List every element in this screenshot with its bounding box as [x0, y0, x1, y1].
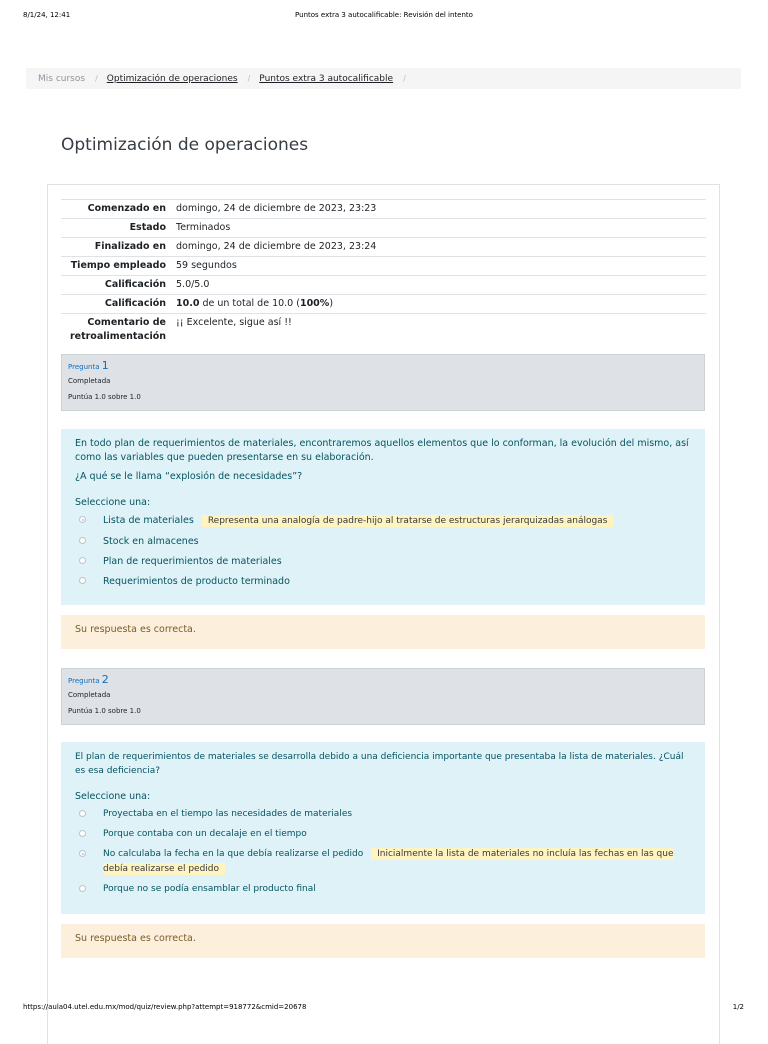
- question-2-result: Su respuesta es correcta.: [61, 924, 705, 958]
- answer-option[interactable]: [75, 807, 693, 822]
- question-grade: Puntúa 1.0 sobre 1.0: [68, 393, 141, 401]
- question-text: El plan de requerimientos de materiales se desarrolla debido a una deficiencia importante que presentaba la lista de materiales. ¿Cuál es esa deficiencia?: [75, 752, 684, 776]
- summary-label: Estado: [61, 219, 171, 238]
- print-header: [0, 11, 768, 23]
- breadcrumb-quiz[interactable]: Puntos extra 3 autocalificable: [259, 73, 394, 84]
- summary-label: Calificación: [61, 276, 171, 295]
- grade-value: 10.0: [176, 298, 200, 309]
- summary-row-time-taken: [61, 257, 706, 276]
- answer-options: [75, 513, 691, 589]
- summary-row-started: [61, 200, 706, 219]
- summary-value: 10.0 de un total de 10.0 (100%): [171, 295, 706, 314]
- question-2-formulation: [61, 742, 705, 914]
- print-page-number: 1/2: [732, 1003, 744, 1011]
- answer-option[interactable]: [75, 827, 693, 842]
- question-number: Pregunta 1: [68, 359, 109, 372]
- radio-button[interactable]: [79, 885, 86, 892]
- summary-value: domingo, 24 de diciembre de 2023, 23:23: [171, 200, 706, 219]
- question-2-info: [61, 668, 705, 725]
- breadcrumb-course[interactable]: Optimización de operaciones: [106, 73, 238, 84]
- question-1-formulation: [61, 429, 705, 605]
- summary-value: ¡¡ Excelente, sigue así !!: [171, 314, 706, 347]
- option-feedback: Representa una analogía de padre-hijo al tratarse de estructuras jerarquizadas análogas: [202, 515, 614, 527]
- summary-label: Comentario de retroalimentación: [61, 314, 171, 347]
- attempt-summary-table: [61, 199, 706, 346]
- option-label: Requerimientos de producto terminado: [103, 576, 290, 587]
- summary-value: 59 segundos: [171, 257, 706, 276]
- option-label: Porque contaba con un decalaje en el tiempo: [103, 829, 307, 839]
- option-label: Lista de materiales: [103, 515, 194, 526]
- select-one-prompt: Seleccione una:: [75, 791, 151, 802]
- summary-row-finished: [61, 238, 706, 257]
- grade-percent: 100%: [299, 298, 330, 309]
- question-1-result: Su respuesta es correcta.: [61, 615, 705, 649]
- answer-option[interactable]: [75, 847, 693, 877]
- print-document-title: Puntos extra 3 autocalificable: Revisión del intento: [295, 11, 473, 19]
- radio-button-checked[interactable]: [79, 850, 86, 857]
- answer-options: [75, 807, 693, 897]
- option-label: No calculaba la fecha en la que debía realizarse el pedido: [103, 849, 364, 859]
- summary-row-feedback: [61, 314, 706, 347]
- summary-label: Comenzado en: [61, 200, 171, 219]
- breadcrumb: [26, 68, 741, 89]
- breadcrumb-separator: /: [403, 74, 406, 83]
- summary-row-marks: [61, 276, 706, 295]
- breadcrumb-separator: /: [247, 74, 251, 83]
- radio-button[interactable]: [79, 577, 86, 584]
- print-date: 8/1/24, 12:41: [23, 11, 71, 19]
- answer-option[interactable]: [75, 534, 691, 549]
- option-feedback: Inicialmente la lista de materiales no incluía las fechas en las que debía realizarse el pedido: [103, 849, 674, 874]
- summary-row-grade: [61, 295, 706, 314]
- summary-value: domingo, 24 de diciembre de 2023, 23:24: [171, 238, 706, 257]
- option-label: Plan de requerimientos de materiales: [103, 556, 282, 567]
- answer-option[interactable]: [75, 574, 691, 589]
- radio-button[interactable]: [79, 557, 86, 564]
- radio-button[interactable]: [79, 537, 86, 544]
- summary-label: Calificación: [61, 295, 171, 314]
- print-url: https://aula04.utel.edu.mx/mod/quiz/review.php?attempt=918772&cmid=20678: [23, 1003, 307, 1011]
- question-text: En todo plan de requerimientos de materiales, encontraremos aquellos elementos que lo conforman, la evolución del mismo, así como las variables que pueden presentarse en su elaboración.: [75, 438, 689, 463]
- answer-option[interactable]: [75, 554, 691, 569]
- select-one-prompt: Seleccione una:: [75, 497, 151, 508]
- question-subtext: ¿A qué se le llama “explosión de necesidades”?: [75, 471, 303, 482]
- radio-button[interactable]: [79, 830, 86, 837]
- page-title: Optimización de operaciones: [61, 135, 309, 155]
- breadcrumb-my-courses[interactable]: Mis cursos: [38, 73, 86, 84]
- question-grade: Puntúa 1.0 sobre 1.0: [68, 707, 141, 715]
- option-label: Porque no se podía ensamblar el producto final: [103, 884, 316, 894]
- summary-row-state: [61, 219, 706, 238]
- option-label: Stock en almacenes: [103, 536, 199, 547]
- summary-value: 5.0/5.0: [171, 276, 706, 295]
- radio-button-checked[interactable]: [79, 516, 86, 523]
- question-state: Completada: [68, 691, 111, 699]
- radio-button[interactable]: [79, 810, 86, 817]
- summary-value: Terminados: [171, 219, 706, 238]
- answer-option[interactable]: [75, 513, 691, 529]
- question-state: Completada: [68, 377, 111, 385]
- breadcrumb-separator: /: [95, 74, 98, 83]
- summary-label: Finalizado en: [61, 238, 171, 257]
- question-number: Pregunta 2: [68, 673, 109, 686]
- answer-option[interactable]: [75, 882, 693, 897]
- option-label: Proyectaba en el tiempo las necesidades de materiales: [103, 809, 353, 819]
- question-1-info: [61, 354, 705, 411]
- summary-label: Tiempo empleado: [61, 257, 171, 276]
